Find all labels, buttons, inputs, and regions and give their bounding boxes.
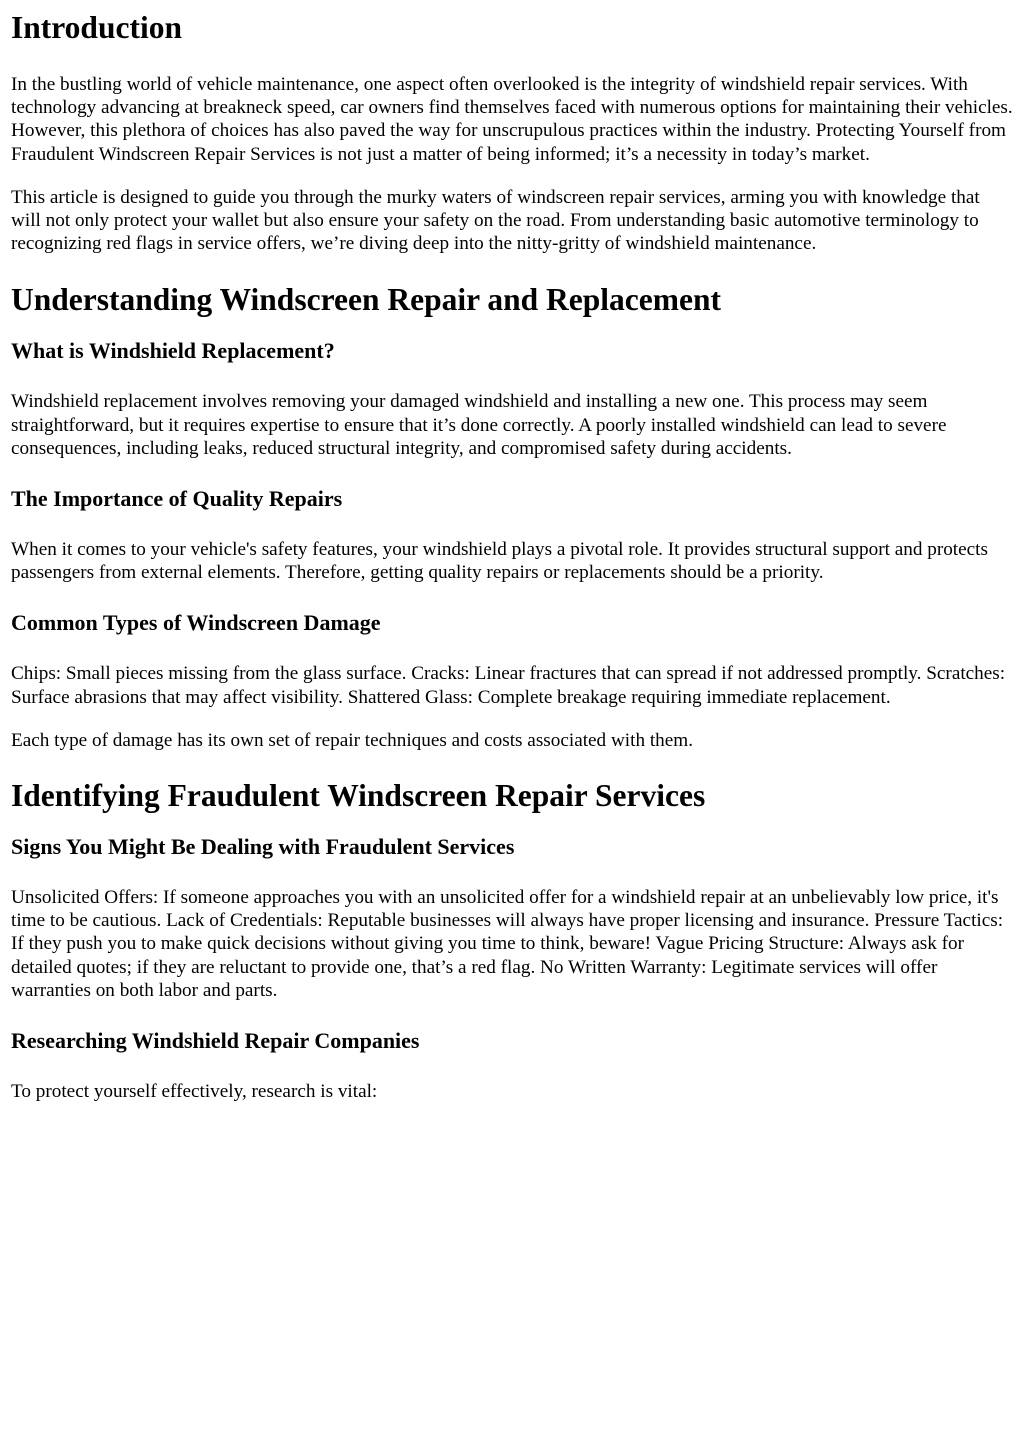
damage-types-heading: Common Types of Windscreen Damage <box>11 610 381 636</box>
introduction-paragraph-1: In the bustling world of vehicle maintenance, one aspect often overlooked is the integrity of windshield repair services. With technology advancing at breakneck speed, car owners find themselves faced with numerous options for maintaining their vehicles. However, this plethora of choices has also paved the way for unscrupulous practices within the industry. Protecting Yourself from Fraudulent Windscreen Repair Services is not just a matter of being informed; it’s a necessity in today’s market. <box>11 74 1013 165</box>
research-companies-heading: Researching Windshield Repair Companies <box>11 1028 420 1054</box>
research-companies-paragraph: To protect yourself effectively, research is vital: <box>11 1081 378 1103</box>
damage-types-paragraph-2: Each type of damage has its own set of repair techniques and costs associated with them. <box>11 729 694 751</box>
what-is-replacement-heading: What is Windshield Replacement? <box>11 338 335 364</box>
fraud-signs-heading: Signs You Might Be Dealing with Fraudulent Services <box>11 834 515 860</box>
damage-types-paragraph-1: Chips: Small pieces missing from the glass surface. Cracks: Linear fractures that can spread if not addressed promptly. Scratches: Surface abrasions that may affect visibility. Shattered Glass: Complete breakage requiring immediate replacement. <box>11 663 1006 708</box>
article <box>0 10 1024 1103</box>
introduction-heading: Introduction <box>11 10 182 45</box>
introduction-paragraph-2: This article is designed to guide you through the murky waters of windscreen repair services, arming you with knowledge that will not only protect your wallet but also ensure your safety on the road. From understanding basic automotive terminology to recognizing red flags in service offers, we’re diving deep into the nitty-gritty of windshield maintenance. <box>11 186 980 255</box>
quality-repairs-paragraph: When it comes to your vehicle's safety features, your windshield plays a pivotal role. It provides structural support and protects passengers from external elements. Therefore, getting quality repairs or replacements should be a priority. <box>11 539 988 584</box>
understanding-heading: Understanding Windscreen Repair and Replacement <box>11 282 721 318</box>
fraudulent-services-heading: Identifying Fraudulent Windscreen Repair Services <box>11 778 706 814</box>
what-is-replacement-paragraph: Windshield replacement involves removing your damaged windshield and installing a new one. This process may seem straightforward, but it requires expertise to ensure that it’s done correctly. A poorly installed windshield can lead to severe consequences, including leaks, reduced structural integrity, and compromised safety during accidents. <box>11 391 947 459</box>
fraud-signs-paragraph: Unsolicited Offers: If someone approaches you with an unsolicited offer for a windshield repair at an unbelievably low price, it's time to be cautious. Lack of Credentials: Reputable businesses will always have proper licensing and insurance. Pressure Tactics: If they push you to make quick decisions without giving you time to think, beware! Vague Pricing Structure: Always ask for detailed quotes; if they are reluctant to provide one, that’s a red flag. No Written Warranty: Legitimate services will offer warranties on both labor and parts. <box>11 887 1004 1001</box>
quality-repairs-heading: The Importance of Quality Repairs <box>11 486 343 512</box>
